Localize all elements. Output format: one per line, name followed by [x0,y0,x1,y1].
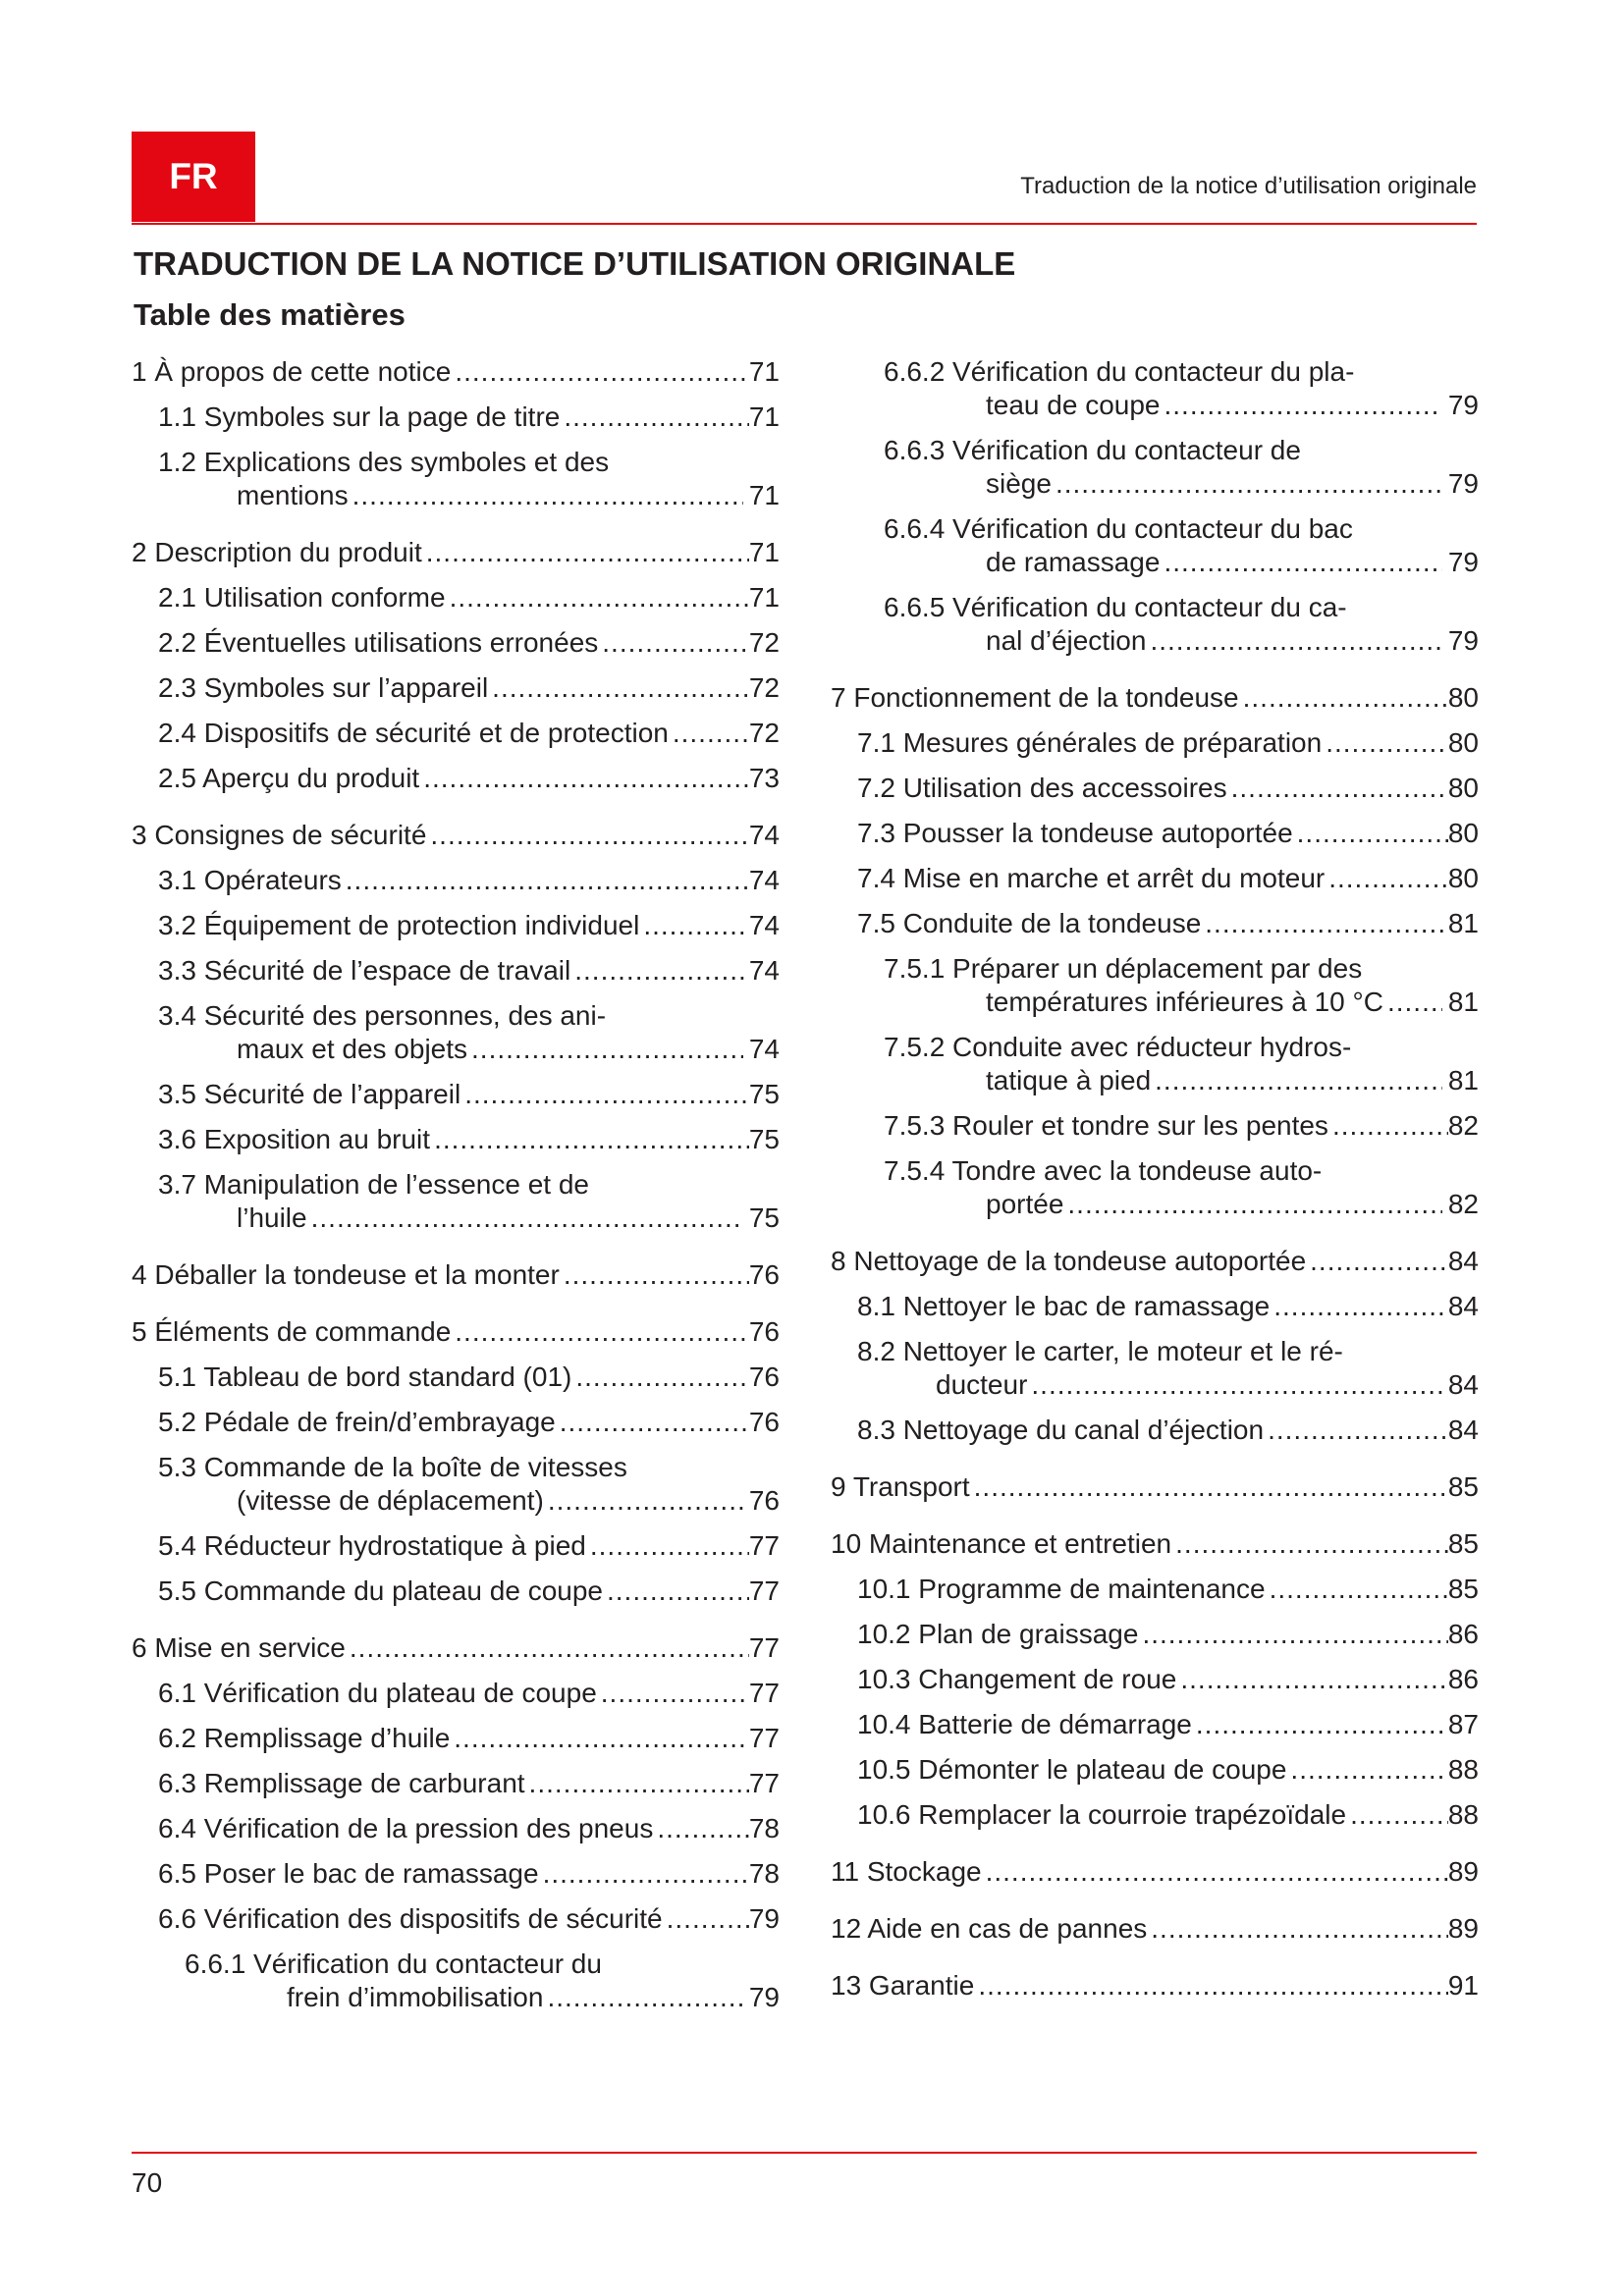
dot-leader [426,819,748,852]
dot-leader [1192,1708,1448,1741]
dot-leader [1239,681,1448,715]
toc-entry[interactable] [831,772,1479,805]
toc-entry[interactable] [831,1245,1479,1278]
toc-entry[interactable] [132,1529,780,1563]
toc-entry-page: 79 [1447,625,1479,656]
toc-entry-title-continued: teau de coupe [986,390,1161,420]
footer-divider [132,2152,1477,2154]
toc-entry-page: 78 [748,1858,780,1889]
toc-entry-title: 3.4 Sécurité des personnes, des ani- [158,1000,607,1031]
dot-leader [653,1812,749,1845]
toc-entry-page: 79 [748,1903,780,1934]
toc-entry-title: 3 Consignes de sécurité [132,820,427,850]
toc-entry-page: 79 [1447,468,1479,499]
toc-entry-page: 76 [748,1362,780,1392]
dot-leader [346,1631,749,1665]
toc-entry[interactable] [831,726,1479,760]
toc-entry-title: 10.3 Changement de roue [857,1664,1177,1694]
toc-entry-page: 88 [1447,1754,1479,1785]
toc-entry-page: 76 [748,1407,780,1437]
toc-entry-page: 85 [1447,1574,1479,1604]
dot-leader [1264,1414,1448,1447]
toc-entry[interactable] [831,1912,1479,1946]
toc-entry-title: 10 Maintenance et entretien [831,1528,1172,1559]
toc-entry-page: 77 [748,1678,780,1708]
toc-entry-page: 75 [748,1124,780,1154]
toc-entry[interactable] [132,1722,780,1755]
toc-entry[interactable] [132,1123,780,1156]
toc-entry[interactable] [831,1969,1479,2002]
toc-entry[interactable] [132,1451,780,1518]
toc-entry[interactable] [132,1857,780,1891]
dot-leader [586,1529,749,1563]
dot-leader [451,355,749,389]
dot-leader [556,1406,749,1439]
toc-entry[interactable] [132,1902,780,1936]
toc-entry[interactable] [132,1078,780,1111]
toc-entry[interactable] [831,355,1479,422]
toc-entry[interactable] [132,762,780,795]
toc-entry[interactable] [831,512,1479,579]
dot-leader [1151,1064,1442,1097]
dot-leader [422,536,749,569]
dot-leader [1147,1912,1448,1946]
running-header: Traduction de la notice d’utilisation originale [1020,173,1477,199]
dot-leader [1306,1245,1448,1278]
toc-entry-title-continued: (vitesse de déplacement) [237,1485,544,1516]
toc-entry-title-continued: tatique à pied [986,1065,1152,1095]
toc-entry-page: 91 [1447,1970,1479,2001]
dot-leader [460,1078,749,1111]
dot-leader [970,1470,1448,1504]
dot-leader [451,1315,749,1349]
toc-entry-title: 2.5 Aperçu du produit [158,763,420,793]
toc-entry-page: 82 [1447,1189,1479,1219]
toc-entry-page: 81 [1447,1065,1479,1095]
toc-entry-title: 8 Nettoyage de la tondeuse autoportée [831,1246,1307,1276]
toc-entry-page: 74 [748,910,780,940]
toc-entry[interactable] [831,1290,1479,1323]
toc-entry-page: 84 [1447,1246,1479,1276]
toc-entry-page: 81 [1447,908,1479,938]
toc-entry-page: 78 [748,1813,780,1843]
toc-entry-page: 71 [748,356,780,387]
dot-leader [1293,817,1448,850]
toc-entry-title: 13 Garantie [831,1970,975,2001]
toc-entry[interactable] [831,1109,1479,1143]
toc-entry-title: 5 Éléments de commande [132,1316,452,1347]
toc-right-column [831,355,1479,2002]
toc-entry[interactable] [831,1031,1479,1097]
toc-entry-page: 75 [748,1079,780,1109]
toc-entry[interactable] [132,1315,780,1349]
toc-entry-page: 77 [748,1632,780,1663]
toc-entry-title-continued: siège [986,468,1052,499]
toc-entry[interactable] [831,862,1479,895]
toc-entry-page: 72 [748,627,780,658]
dot-leader [1201,907,1448,940]
dot-leader [539,1857,749,1891]
dot-leader [1266,1573,1448,1606]
toc-entry-title: 7.5.2 Conduite avec réducteur hydros- [884,1032,1352,1062]
toc-entry-page: 71 [748,537,780,567]
toc-entry-title: 5.5 Commande du plateau de coupe [158,1575,603,1606]
toc-entry[interactable] [831,434,1479,501]
toc-entry-page: 79 [748,1982,780,2012]
language-badge: FR [132,132,255,222]
toc-entry-page: 71 [748,480,780,510]
dot-leader [560,400,749,434]
toc-entry[interactable] [831,1527,1479,1561]
dot-leader [1286,1753,1447,1787]
toc-entry-title-continued: températures inférieures à 10 °C [986,987,1383,1017]
toc-entry-page: 80 [1447,818,1479,848]
toc-entry-title: 10.5 Démonter le plateau de coupe [857,1754,1287,1785]
toc-entry[interactable] [132,1767,780,1800]
toc-entry-title: 5.2 Pédale de frein/d’embrayage [158,1407,556,1437]
toc-entry[interactable] [132,671,780,705]
toc-entry-page: 77 [748,1768,780,1798]
toc-entry[interactable] [132,400,780,434]
toc-entry[interactable] [132,536,780,569]
toc-entry-title: 6.5 Poser le bac de ramassage [158,1858,539,1889]
toc-entry-title: 2.2 Éventuelles utilisations erronées [158,627,599,658]
toc-entry[interactable] [831,1798,1479,1832]
toc-entry-title: 5.3 Commande de la boîte de vitesses [158,1452,627,1482]
toc-entry[interactable] [831,1414,1479,1447]
toc-entry-title: 3.7 Manipulation de l’essence et de [158,1169,589,1200]
toc-entry-title: 8.3 Nettoyage du canal d’éjection [857,1415,1265,1445]
dot-leader [639,909,749,942]
toc-entry-page: 82 [1447,1110,1479,1141]
dot-leader [1052,467,1442,501]
toc-entry[interactable] [831,1335,1479,1402]
dot-leader [1160,546,1441,579]
dot-leader [1027,1368,1441,1402]
toc-entry-title: 10.2 Plan de graissage [857,1619,1139,1649]
toc-entry-title: 7.3 Pousser la tondeuse autoportée [857,818,1293,848]
toc-entry-page: 74 [748,865,780,895]
dot-leader [560,1258,749,1292]
dot-leader [543,1981,742,2014]
dot-leader [1176,1663,1447,1696]
toc-entry[interactable] [132,1812,780,1845]
toc-entry-title: 8.2 Nettoyer le carter, le moteur et le ré- [857,1336,1343,1366]
dot-leader [419,762,749,795]
toc-entry-page: 80 [1447,773,1479,803]
dot-leader [570,954,749,988]
toc-entry-title: 6.2 Remplissage d’huile [158,1723,451,1753]
dot-leader [446,581,749,614]
toc-entry-page: 85 [1447,1471,1479,1502]
toc-entry[interactable] [132,909,780,942]
toc-entry-title: 7.5.4 Tondre avec la tondeuse auto- [884,1155,1323,1186]
toc-entry-page: 88 [1447,1799,1479,1830]
toc-entry[interactable] [132,1406,780,1439]
toc-entry-page: 85 [1447,1528,1479,1559]
dot-leader [307,1201,743,1235]
toc-entry-title: 2.1 Utilisation conforme [158,582,446,613]
toc-entry-title: 7.5.1 Préparer un déplacement par des [884,953,1363,984]
toc-entry-page: 71 [748,582,780,613]
dot-leader [982,1855,1448,1889]
toc-heading: Table des matières [134,297,406,332]
toc-entry[interactable] [132,819,780,852]
dot-leader [1322,726,1448,760]
toc-entry-page: 73 [748,763,780,793]
toc-entry-page: 84 [1447,1369,1479,1400]
toc-entry[interactable] [831,1470,1479,1504]
dot-leader [1063,1188,1441,1221]
toc-entry-page: 84 [1447,1415,1479,1445]
toc-entry-page: 79 [1447,547,1479,577]
dot-leader [467,1033,743,1066]
toc-entry[interactable] [831,591,1479,658]
toc-left-column [132,355,780,2014]
toc-entry-title: 10.6 Remplacer la courroie trapézoïdale [857,1799,1347,1830]
toc-entry-title: 3.1 Opérateurs [158,865,342,895]
dot-leader [1227,772,1448,805]
dot-leader [1325,862,1448,895]
toc-entry-title: 7 Fonctionnement de la tondeuse [831,682,1239,713]
toc-entry-title: 6.6.5 Vérification du contacteur du ca- [884,592,1347,622]
toc-entry-title: 1.1 Symboles sur la page de titre [158,401,561,432]
toc-entry-title: 10.1 Programme de maintenance [857,1574,1266,1604]
dot-leader [1138,1618,1447,1651]
dot-leader [544,1484,743,1518]
toc-entry-title: 6.6.3 Vérification du contacteur de [884,435,1301,465]
toc-entry-page: 74 [748,820,780,850]
toc-entry[interactable] [132,1575,780,1608]
toc-entry-page: 86 [1447,1664,1479,1694]
toc-entry-page: 76 [748,1316,780,1347]
toc-entry-title: 12 Aide en cas de pannes [831,1913,1148,1944]
toc-entry-title-continued: portée [986,1189,1064,1219]
toc-entry-title: 1.2 Explications des symboles et des [158,447,610,477]
toc-entry-page: 87 [1447,1709,1479,1739]
toc-entry[interactable] [132,626,780,660]
toc-entry[interactable] [831,1855,1479,1889]
dot-leader [669,717,749,750]
dot-leader [1328,1109,1448,1143]
dot-leader [525,1767,749,1800]
toc-entry-title: 1 À propos de cette notice [132,356,452,387]
toc-entry-page: 77 [748,1530,780,1561]
toc-entry-page: 71 [748,401,780,432]
toc-entry-page: 81 [1447,987,1479,1017]
toc-entry-title-continued: de ramassage [986,547,1161,577]
toc-entry[interactable] [132,1168,780,1235]
toc-entry-page: 72 [748,672,780,703]
toc-entry[interactable] [132,446,780,512]
toc-entry[interactable] [132,581,780,614]
toc-entry-title: 6 Mise en service [132,1632,346,1663]
toc-entry-title: 9 Transport [831,1471,970,1502]
toc-entry-page: 75 [748,1202,780,1233]
toc-entry[interactable] [831,1618,1479,1651]
toc-entry-page: 74 [748,955,780,986]
toc-entry-page: 79 [1447,390,1479,420]
toc-entry-page: 89 [1447,1913,1479,1944]
toc-entry[interactable] [132,1361,780,1394]
toc-entry-title: 2.4 Dispositifs de sécurité et de protection [158,718,669,748]
dot-leader [571,1361,749,1394]
toc-entry[interactable] [831,1154,1479,1221]
toc-entry-page: 74 [748,1034,780,1064]
dot-leader [349,479,743,512]
dot-leader [1383,986,1442,1019]
page-number: 70 [132,2167,163,2198]
dot-leader [1146,624,1441,658]
dot-leader [603,1575,749,1608]
header-divider [132,223,1477,225]
toc-entry-title: 3.3 Sécurité de l’espace de travail [158,955,571,986]
toc-entry[interactable] [831,1573,1479,1606]
toc-entry-title: 4 Déballer la tondeuse et la monter [132,1259,560,1290]
toc-entry-title: 6.6.1 Vérification du contacteur du [185,1949,602,1979]
toc-entry[interactable] [831,907,1479,940]
toc-entry-title: 3.2 Équipement de protection individuel [158,910,640,940]
toc-entry-title: 6.6.4 Vérification du contacteur du bac [884,513,1353,544]
toc-entry-title: 7.5.3 Rouler et tondre sur les pentes [884,1110,1328,1141]
dot-leader [663,1902,749,1936]
toc-entry-title-continued: frein d’immobilisation [287,1982,544,2012]
dot-leader [598,626,749,660]
toc-entry[interactable] [132,355,780,389]
dot-leader [974,1969,1448,2002]
toc-entry-title: 5.4 Réducteur hydrostatique à pied [158,1530,586,1561]
toc-entry[interactable] [831,681,1479,715]
toc-entry-title-continued: ducteur [936,1369,1028,1400]
toc-entry[interactable] [132,1677,780,1710]
toc-entry-page: 80 [1447,727,1479,758]
toc-entry[interactable] [132,717,780,750]
dot-leader [1270,1290,1448,1323]
toc-entry[interactable] [831,1663,1479,1696]
toc-entry[interactable] [132,1631,780,1665]
toc-entry[interactable] [831,952,1479,1019]
toc-entry[interactable] [132,1258,780,1292]
toc-entry-page: 80 [1447,682,1479,713]
dot-leader [597,1677,749,1710]
toc-entry[interactable] [831,817,1479,850]
dot-leader [342,864,749,897]
toc-entry-title: 6.1 Vérification du plateau de coupe [158,1678,597,1708]
dot-leader [488,671,749,705]
toc-entry-title: 2 Description du produit [132,537,422,567]
toc-entry-title: 3.6 Exposition au bruit [158,1124,431,1154]
toc-entry-title-continued: maux et des objets [237,1034,468,1064]
toc-entry-page: 77 [748,1723,780,1753]
toc-entry[interactable] [132,1948,780,2014]
toc-entry-title-continued: nal d’éjection [986,625,1147,656]
toc-entry-title: 7.1 Mesures générales de préparation [857,727,1323,758]
toc-entry-page: 77 [748,1575,780,1606]
toc-entry[interactable] [132,864,780,897]
toc-entry-title: 6.6 Vérification des dispositifs de sécurité [158,1903,663,1934]
dot-leader [450,1722,749,1755]
toc-entry-title: 3.5 Sécurité de l’appareil [158,1079,461,1109]
toc-entry-title: 5.1 Tableau de bord standard (01) [158,1362,572,1392]
toc-entry-page: 89 [1447,1856,1479,1887]
toc-entry[interactable] [132,954,780,988]
toc-entry[interactable] [831,1753,1479,1787]
toc-entry-title: 6.6.2 Vérification du contacteur du pla- [884,356,1355,387]
toc-entry-title: 6.4 Vérification de la pression des pneus [158,1813,654,1843]
toc-entry-title-continued: l’huile [237,1202,307,1233]
toc-entry-page: 86 [1447,1619,1479,1649]
document-title: TRADUCTION DE LA NOTICE D’UTILISATION ORIGINALE [134,245,1016,282]
toc-entry[interactable] [831,1708,1479,1741]
toc-entry-title: 7.4 Mise en marche et arrêt du moteur [857,863,1326,893]
toc-entry-title: 6.3 Remplissage de carburant [158,1768,525,1798]
dot-leader [1346,1798,1448,1832]
toc-entry-title: 8.1 Nettoyer le bac de ramassage [857,1291,1271,1321]
toc-entry-title-continued: mentions [237,480,349,510]
dot-leader [1171,1527,1448,1561]
toc-entry-page: 72 [748,718,780,748]
toc-entry[interactable] [132,999,780,1066]
dot-leader [430,1123,749,1156]
toc-entry-page: 76 [748,1485,780,1516]
toc-entry-title: 11 Stockage [831,1856,982,1887]
toc-entry-title: 7.5 Conduite de la tondeuse [857,908,1202,938]
toc-entry-title: 2.3 Symboles sur l’appareil [158,672,489,703]
toc-entry-page: 80 [1447,863,1479,893]
toc-entry-title: 7.2 Utilisation des accessoires [857,773,1227,803]
toc-entry-page: 76 [748,1259,780,1290]
toc-entry-title: 10.4 Batterie de démarrage [857,1709,1192,1739]
toc-entry-page: 84 [1447,1291,1479,1321]
dot-leader [1161,389,1442,422]
